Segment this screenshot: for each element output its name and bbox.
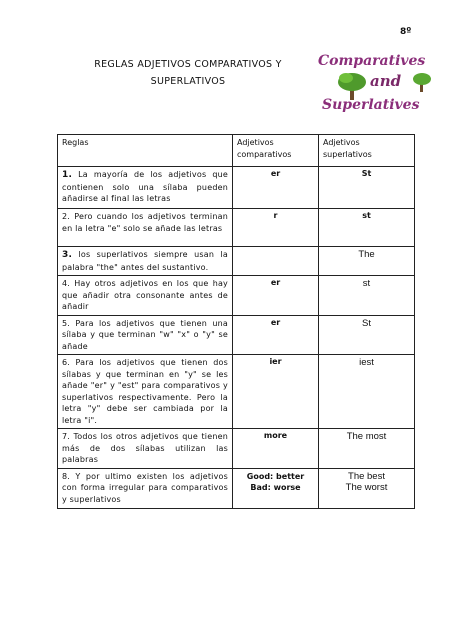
comparative-cell: er	[233, 276, 319, 316]
rule-text: Para los adjetivos que tienen una sílaba y que terminan "w" "x" o "y" se añade	[62, 318, 228, 351]
rule-text: los superlativos siempre usan la palabra "the" antes del sustantivo.	[62, 250, 228, 272]
rules-table	[57, 134, 415, 509]
rule-text: Pero cuando los adjetivos terminan en la letra "e" solo se añade las letras	[62, 212, 228, 233]
rule-cell	[58, 247, 233, 276]
comparative-cell	[233, 247, 319, 276]
comparative-cell: er	[233, 167, 319, 209]
superlative-cell: iest	[319, 355, 415, 429]
rule-cell	[58, 468, 233, 508]
comparative-cell: more	[233, 429, 319, 469]
superlative-cell: St	[319, 315, 415, 355]
rule-cell	[58, 429, 233, 469]
grade-label: 8º	[400, 27, 412, 37]
rule-number: 8.	[62, 471, 71, 481]
table-row	[58, 167, 415, 209]
rule-cell	[58, 355, 233, 429]
rule-cell	[58, 167, 233, 209]
comparative-cell	[233, 468, 319, 508]
rule-text: Y por ultimo existen los adjetivos con forma irregular para comparativos y superlativos	[62, 471, 228, 504]
superlative-cell: St	[319, 167, 415, 209]
table-row	[58, 247, 415, 276]
rule-cell	[58, 209, 233, 247]
header-comparativos: Adjetivos comparativos	[233, 135, 319, 167]
rule-number: 3.	[62, 250, 73, 260]
rule-number: 4.	[62, 279, 71, 288]
header-reglas: Reglas	[58, 135, 233, 167]
comparative-cell: er	[233, 315, 319, 355]
table-row	[58, 315, 415, 355]
rule-cell	[58, 276, 233, 316]
rule-cell	[58, 315, 233, 355]
rule-text: Todos los otros adjetivos que tienen más de dos sílabas utilizan las palabras	[62, 432, 228, 464]
rule-text: Para los adjetivos que tienen dos sílabas y que terminan en "y" se les añade "er" y "est" para comparativos y superlativos respectivamente. Pero la letra "y" debe ser cambiada por la letra "i".	[62, 358, 228, 425]
table-row	[58, 429, 415, 469]
rule-number: 5.	[62, 318, 71, 328]
table-header-row	[58, 135, 415, 167]
header-superlativos: Adjetivos superlativos	[319, 135, 415, 167]
logo-line3: Superlatives	[322, 97, 420, 113]
superlative-cell: The most	[319, 429, 415, 469]
table-row	[58, 209, 415, 247]
page-title: REGLAS ADJETIVOS COMPARATIVOS Y SUPERLATIVOS	[94, 59, 282, 87]
rule-text: Hay otros adjetivos en los que hay que añadir otra consonante antes de añadir	[62, 279, 228, 311]
irregular-best: The best	[348, 470, 385, 482]
rule-number: 1.	[62, 170, 73, 180]
superlative-cell: st	[319, 276, 415, 316]
superlative-cell	[319, 468, 415, 508]
logo-line2: and	[370, 72, 402, 90]
irregular-worst: The worst	[345, 481, 388, 493]
irregular-bad: Bad: worse	[250, 482, 301, 492]
comparative-cell: ier	[233, 355, 319, 429]
table-row	[58, 276, 415, 316]
table-row	[58, 355, 415, 429]
superlative-cell: st	[319, 209, 415, 247]
logo	[316, 52, 452, 124]
superlative-cell: The	[319, 247, 415, 276]
rule-text: La mayoría de los adjetivos que contienen solo una sílaba pueden añadirse al final las letras	[62, 170, 228, 203]
rule-number: 6.	[62, 358, 71, 367]
table-row	[58, 468, 415, 508]
logo-line1: Comparatives	[318, 53, 426, 69]
rule-number: 2.	[62, 212, 71, 221]
irregular-good: Good: better	[246, 471, 305, 481]
rule-number: 7.	[62, 432, 71, 441]
comparative-cell: r	[233, 209, 319, 247]
